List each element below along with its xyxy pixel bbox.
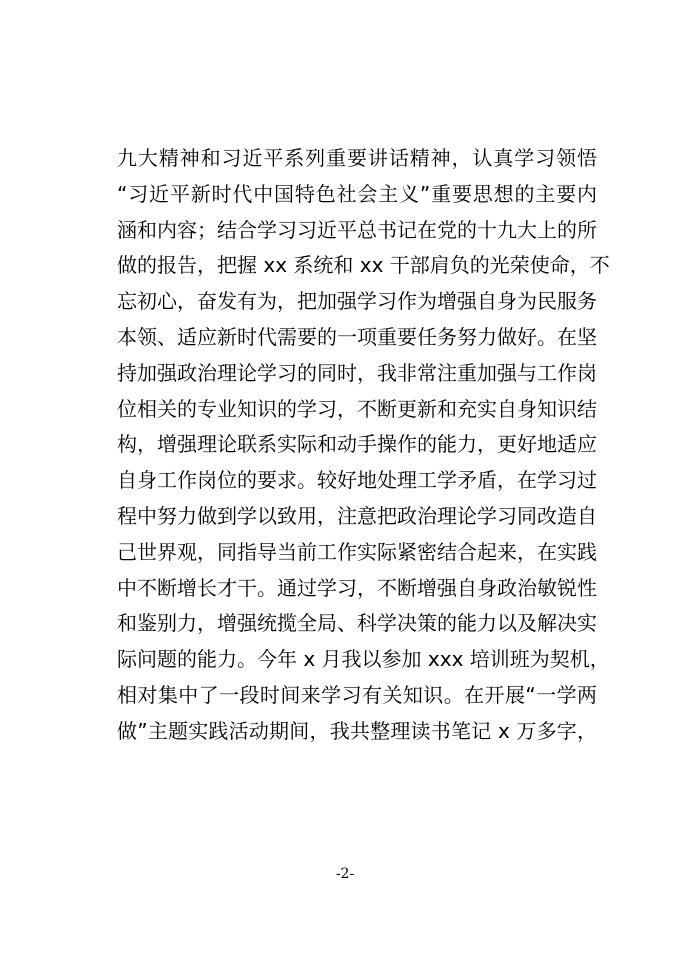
- text-line: 程中努力做到学以致用，注意把政治理论学习同改造自: [117, 503, 597, 528]
- text-line: 际问题的能力。今年 x 月我以参加 xxx 培训班为契机，: [117, 647, 610, 672]
- text-line: 持加强政治理论学习的同时，我非常注重加强与工作岗: [117, 360, 597, 385]
- text-line: 中不断增长才干。通过学习，不断增强自身政治敏锐性: [117, 575, 597, 600]
- text-line: 九大精神和习近平系列重要讲话精神，认真学习领悟: [117, 146, 597, 170]
- text-line: 位相关的专业知识的学习，不断更新和充实自身知识结: [117, 396, 597, 421]
- text-line: 做的报告，把握 xx 系统和 xx 干部肩负的光荣使命，不: [117, 253, 610, 278]
- text-line: 本领、适应新时代需要的一项重要任务努力做好。在坚: [117, 324, 597, 349]
- text-line: 忘初心，奋发有为，把加强学习作为增强自身为民服务: [117, 289, 597, 314]
- text-line: 构，增强理论联系实际和动手操作的能力，更好地适应: [117, 432, 597, 457]
- page-number: -2-: [335, 866, 355, 882]
- text-line: 相对集中了一段时间来学习有关知识。在开展“一学两: [117, 682, 597, 707]
- text-line: 和鉴别力，增强统揽全局、科学决策的能力以及解决实: [117, 611, 597, 636]
- text-line: 自身工作岗位的要求。较好地处理工学矛盾，在学习过: [117, 468, 597, 493]
- text-line: 涵和内容；结合学习习近平总书记在党的十九大上的所: [117, 217, 597, 242]
- text-line: 己世界观，同指导当前工作实际紧密结合起来，在实践: [117, 539, 597, 564]
- text-line: “习近平新时代中国特色社会主义”重要思想的主要内: [117, 181, 597, 206]
- body-paragraph: [117, 141, 610, 750]
- text-line: 做”主题实践活动期间，我共整理读书笔记 x 万多字，: [117, 718, 597, 743]
